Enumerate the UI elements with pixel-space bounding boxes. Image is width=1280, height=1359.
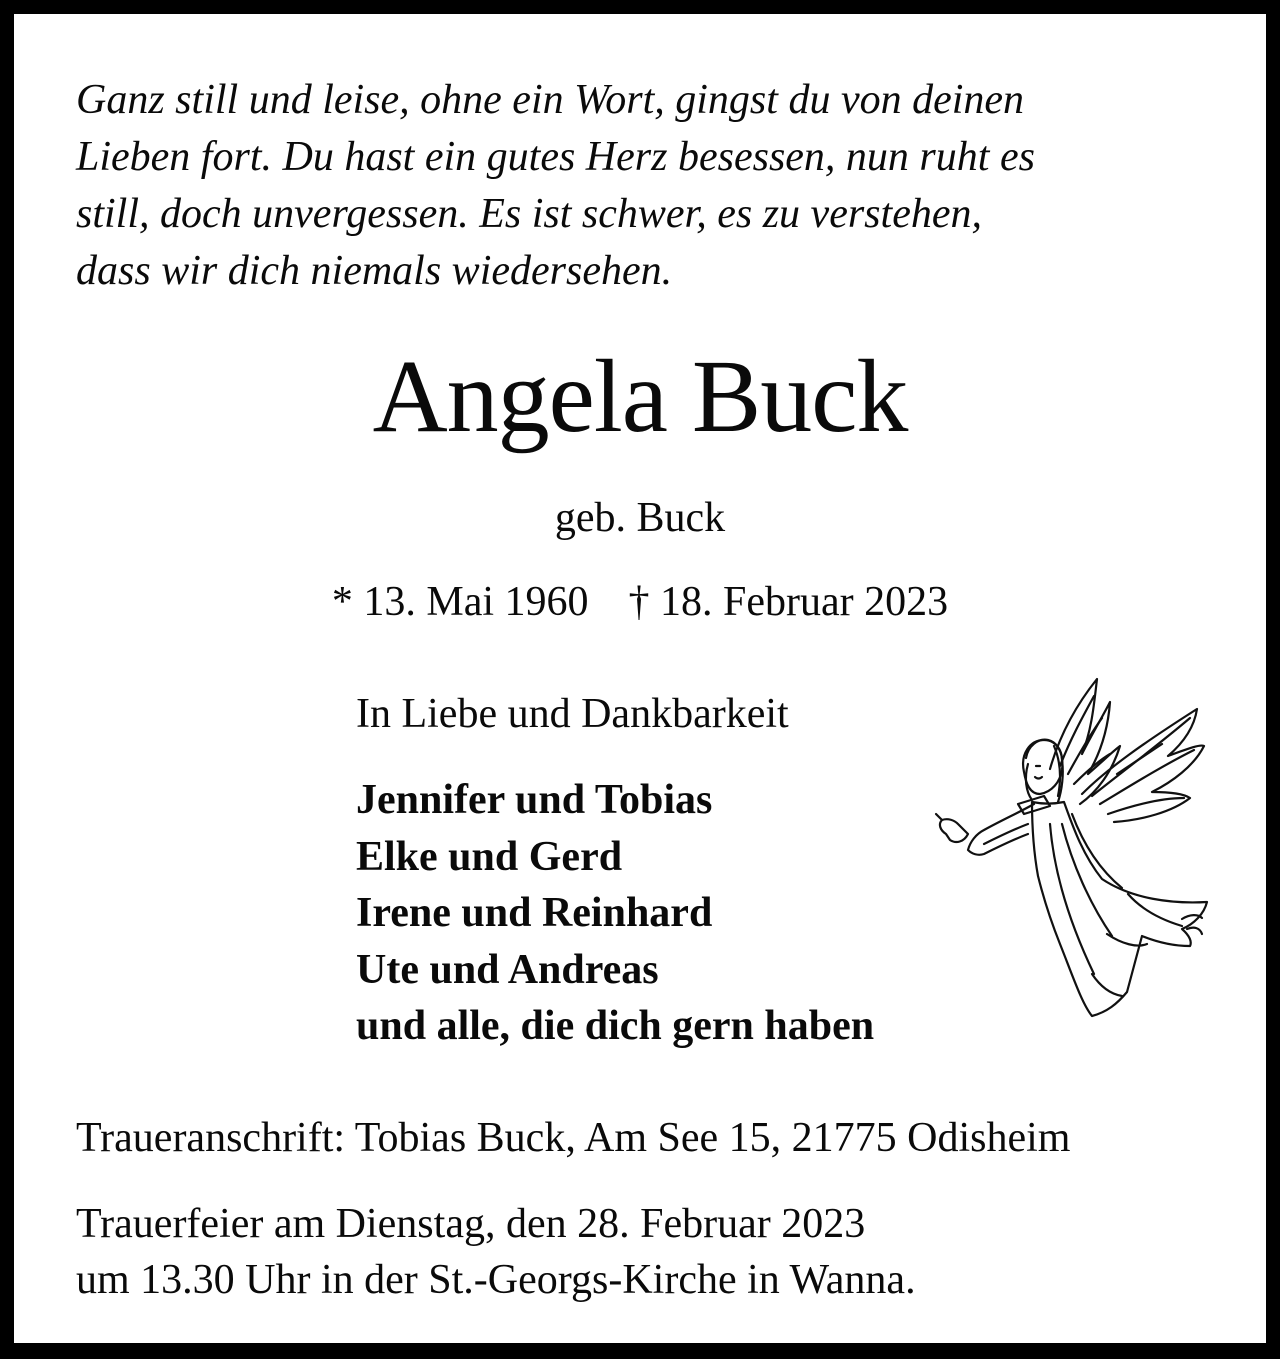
- memorial-poem: [76, 72, 1256, 300]
- life-dates: [14, 574, 1266, 630]
- angel-illustration-icon: [932, 674, 1212, 1024]
- poem-line: Lieben fort. Du hast ein gutes Herz besessen, nun ruht es: [76, 134, 1035, 180]
- birth-name: geb. Buck: [554, 495, 726, 541]
- birth-date: * 13. Mai 1960: [331, 579, 589, 625]
- mourner-entry: Elke und Gerd: [356, 833, 623, 880]
- mourner-entry: und alle, die dich gern haben: [356, 1003, 875, 1049]
- mourning-address: Traueranschrift: Tobias Buck, Am See 15, 21775 Odisheim: [76, 1115, 1071, 1161]
- service-line: um 13.30 Uhr in der St.-Georgs-Kirche in Wanna.: [76, 1257, 916, 1303]
- death-date: † 18. Februar 2023: [628, 579, 949, 625]
- mourner-entry: Irene und Reinhard: [356, 890, 713, 936]
- thanks-line: In Liebe und Dankbarkeit: [356, 691, 789, 737]
- poem-line: Ganz still und leise, ohne ein Wort, gingst du von deinen: [76, 77, 1025, 123]
- mourner-entry: Ute und Andreas: [356, 946, 659, 993]
- poem-line: dass wir dich niemals wiedersehen.: [76, 248, 673, 294]
- mourner-entry: Jennifer und Tobias: [356, 777, 713, 823]
- poem-line: still, doch unvergessen. Es ist schwer, es zu verstehen,: [76, 191, 982, 237]
- service-line: Trauerfeier am Dienstag, den 28. Februar 2023: [76, 1201, 866, 1247]
- mourners-list: [356, 772, 874, 1055]
- deceased-name: Angela Buck: [372, 339, 908, 454]
- funeral-service-info: [76, 1196, 916, 1308]
